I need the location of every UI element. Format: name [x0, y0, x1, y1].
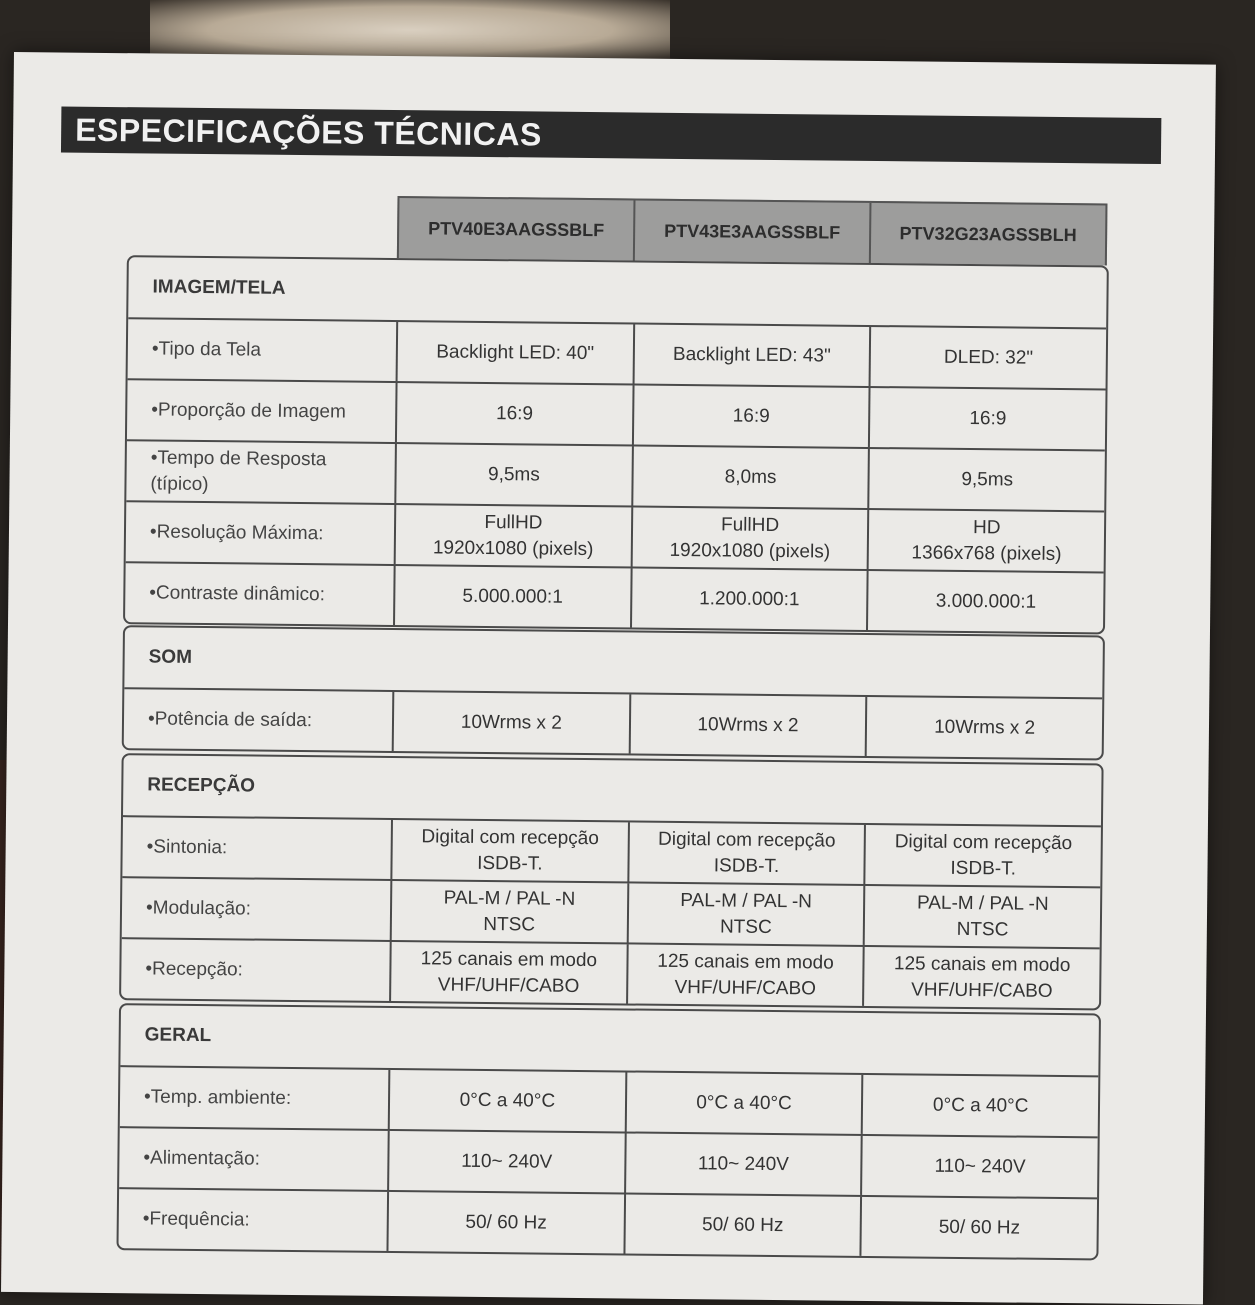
section-title: RECEPÇÃO [123, 755, 1102, 827]
spec-section [119, 753, 1104, 1010]
spec-value: 10Wrms x 2 [394, 692, 631, 753]
section-title: IMAGEM/TELA [128, 257, 1107, 329]
spec-value: 16:9 [397, 383, 634, 444]
spec-value: 16:9 [634, 386, 871, 447]
spec-value: 3.000.000:1 [935, 590, 1037, 613]
spec-label: •Contraste dinâmico: [125, 563, 396, 625]
spec-value: 110~ 240V [934, 1155, 1026, 1178]
spec-label: •Frequência: [118, 1189, 389, 1251]
spec-value: FullHD 1920x1080 (pixels) [396, 505, 633, 566]
spec-label: •Modulação: [122, 878, 393, 940]
spec-value: 1.200.000:1 [632, 569, 869, 630]
spec-row [125, 563, 1104, 632]
spec-value: 10Wrms x 2 [630, 694, 867, 755]
spec-value: 110~ 240V [626, 1133, 863, 1194]
spec-section [116, 1003, 1101, 1260]
spec-row [127, 380, 1106, 451]
background-object [150, 0, 670, 60]
spec-section [123, 255, 1109, 634]
spec-value: 0°C a 40°C [626, 1072, 863, 1133]
spec-row [121, 939, 1100, 1008]
spec-value: 9,5ms [961, 468, 1014, 490]
section-title: SOM [124, 627, 1103, 699]
spec-value: 125 canais em modo VHF/UHF/CABO [628, 944, 865, 1005]
spec-sheet [1, 52, 1216, 1305]
spec-row [122, 817, 1101, 888]
spec-value: Digital com recepção ISDB-T. [392, 820, 629, 881]
spec-row [118, 1189, 1097, 1258]
spec-row [124, 689, 1103, 758]
model-name: PTV32G23AGSSBLH [899, 222, 1077, 245]
spec-label: •Tempo de Resposta (típico) [126, 441, 397, 503]
spec-label: •Potência de saída: [124, 689, 395, 751]
spec-value: 50/ 60 Hz [625, 1194, 862, 1255]
spec-label: •Sintonia: [122, 817, 393, 879]
spec-row [120, 1067, 1099, 1138]
spec-value: Backlight LED: 43" [634, 325, 871, 386]
spec-value: Backlight LED: 40" [398, 322, 635, 383]
spec-value: 10Wrms x 2 [934, 716, 1036, 739]
spec-value: 125 canais em modo VHF/UHF/CABO [893, 952, 1071, 1002]
spec-value: Digital com recepção ISDB-T. [629, 822, 866, 883]
section-title: GERAL [120, 1005, 1099, 1077]
spec-value: DLED: 32" [943, 346, 1034, 369]
spec-value: PAL-M / PAL -N NTSC [392, 881, 629, 942]
spec-value: 9,5ms [396, 444, 633, 505]
spec-value: 16:9 [969, 407, 1007, 429]
spec-label: •Alimentação: [119, 1128, 390, 1190]
spec-value: PAL-M / PAL -N NTSC [628, 883, 865, 944]
spec-value: 50/ 60 Hz [388, 1192, 625, 1253]
spec-value: HD 1366x768 (pixels) [911, 516, 1062, 565]
spec-row [119, 1128, 1098, 1199]
model-name: PTV43E3AAGSSBLF [635, 201, 872, 263]
spec-section [122, 625, 1105, 760]
spec-value: PAL-M / PAL -N NTSC [916, 892, 1049, 940]
spec-value: 110~ 240V [389, 1131, 626, 1192]
spec-label: •Resolução Máxima: [126, 502, 397, 564]
spec-value: 0°C a 40°C [390, 1070, 627, 1131]
model-header [397, 196, 1108, 265]
spec-value: Digital com recepção ISDB-T. [894, 830, 1073, 880]
spec-label: •Proporção de Imagem [127, 380, 398, 442]
spec-row [122, 878, 1101, 949]
spec-label: •Temp. ambiente: [120, 1067, 391, 1129]
spec-row [126, 441, 1105, 512]
spec-label: •Tipo da Tela [128, 319, 399, 381]
spec-label: •Recepção: [121, 939, 392, 1001]
spec-row [126, 502, 1105, 573]
model-name: PTV40E3AAGSSBLF [399, 198, 636, 260]
spec-value: 50/ 60 Hz [938, 1216, 1021, 1239]
spec-value: FullHD 1920x1080 (pixels) [632, 508, 869, 569]
spec-value: 0°C a 40°C [932, 1094, 1029, 1117]
page-title: ESPECIFICAÇÕES TÉCNICAS [61, 106, 1161, 164]
spec-value: 8,0ms [633, 447, 870, 508]
spec-value: 5.000.000:1 [395, 566, 632, 627]
spec-value: 125 canais em modo VHF/UHF/CABO [391, 942, 628, 1003]
spec-row [128, 319, 1107, 390]
